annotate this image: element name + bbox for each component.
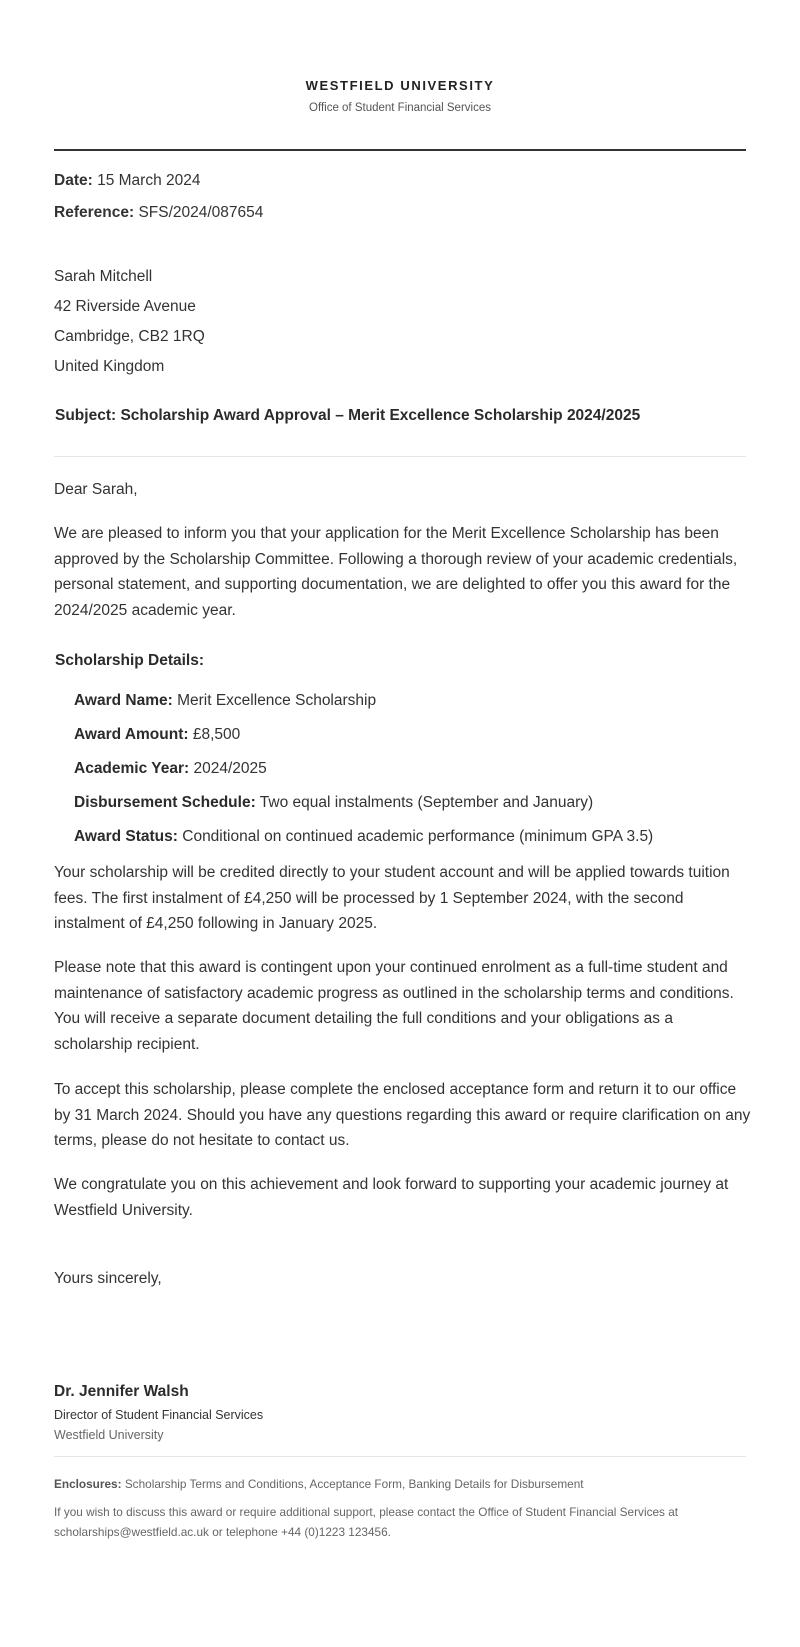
detail-value: Conditional on continued academic performance (minimum GPA 3.5)	[182, 828, 654, 845]
detail-label: Award Status:	[74, 828, 178, 845]
enclosures-label: Enclosures:	[54, 1477, 122, 1491]
detail-value: £8,500	[192, 726, 241, 743]
subject-line: Subject: Scholarship Award Approval – Merit Excellence Scholarship 2024/2025	[55, 407, 641, 424]
detail-label: Disbursement Schedule:	[74, 794, 256, 811]
intro-paragraph: We are pleased to inform you that your application for the Merit Excellence Scholarship has been approved by the Scholarship Committee. Following a thorough review of your academic credentials, personal statement, and supporting documentation, we are delighted to offer you this award for the 2024/2025 academic year.	[54, 525, 738, 619]
acceptance-paragraph: To accept this scholarship, please complete the enclosed acceptance form and return it to our office by 31 March 2024. Should you have any questions regarding this award or require clarification on any terms, please do not hesitate to contact us.	[54, 1081, 751, 1149]
scholarship-details-list	[74, 689, 754, 859]
date-label: Date:	[54, 172, 93, 189]
detail-label: Award Name:	[74, 692, 173, 709]
recipient-country: United Kingdom	[54, 358, 165, 375]
detail-academic-year	[74, 757, 754, 791]
university-name: WESTFIELD UNIVERSITY	[305, 78, 495, 93]
detail-value: Two equal instalments (September and January)	[259, 794, 594, 811]
greeting: Dear Sarah,	[54, 481, 138, 498]
congratulations-paragraph: We congratulate you on this achievement and look forward to supporting your academic journey at Westfield University.	[54, 1176, 729, 1219]
header-divider	[54, 149, 746, 151]
detail-disbursement-schedule	[74, 791, 754, 825]
date-line	[54, 171, 200, 191]
office-name: Office of Student Financial Services	[309, 102, 491, 114]
detail-award-name	[74, 689, 754, 723]
detail-label: Academic Year:	[74, 760, 190, 777]
recipient-address	[54, 262, 205, 382]
reference-label: Reference:	[54, 204, 135, 221]
credit-paragraph: Your scholarship will be credited directly to your student account and will be applied towards tuition fees. The first instalment of £4,250 will be processed by 1 September 2024, with the second instalment of £4,250 following in January 2025.	[54, 864, 730, 932]
recipient-city: Cambridge, CB2 1RQ	[54, 328, 205, 345]
signatory-name: Dr. Jennifer Walsh	[54, 1383, 189, 1400]
contact-note: If you wish to discuss this award or require additional support, please contact the Office of Student Financial Services at scholarships@westfield.ac.uk or telephone +44 (0)1223 123456.	[54, 1505, 679, 1539]
enclosures-line	[54, 1474, 754, 1494]
reference-line	[54, 203, 263, 223]
detail-award-amount	[74, 723, 754, 757]
closing-salutation: Yours sincerely,	[54, 1270, 162, 1287]
date-value: 15 March 2024	[97, 172, 201, 189]
recipient-name: Sarah Mitchell	[54, 268, 153, 285]
signatory-title: Director of Student Financial Services	[54, 1408, 264, 1422]
conditions-paragraph: Please note that this award is contingent upon your continued enrolment as a full-time student and maintenance of satisfactory academic progress as outlined in the scholarship terms and conditions. You will receive a separate document detailing the full conditions and your obligations as a scholarship recipient.	[54, 959, 734, 1053]
footer-divider	[54, 1456, 746, 1457]
letterhead	[54, 72, 746, 116]
enclosures-value: Scholarship Terms and Conditions, Acceptance Form, Banking Details for Disbursement	[124, 1477, 584, 1491]
subject-divider	[54, 456, 746, 457]
reference-value: SFS/2024/087654	[138, 204, 264, 221]
detail-value: 2024/2025	[193, 760, 267, 777]
detail-value: Merit Excellence Scholarship	[177, 692, 377, 709]
details-heading: Scholarship Details:	[55, 652, 205, 669]
detail-award-status	[74, 825, 754, 859]
recipient-street: 42 Riverside Avenue	[54, 298, 196, 315]
detail-label: Award Amount:	[74, 726, 189, 743]
signatory-organization: Westfield University	[54, 1428, 164, 1442]
